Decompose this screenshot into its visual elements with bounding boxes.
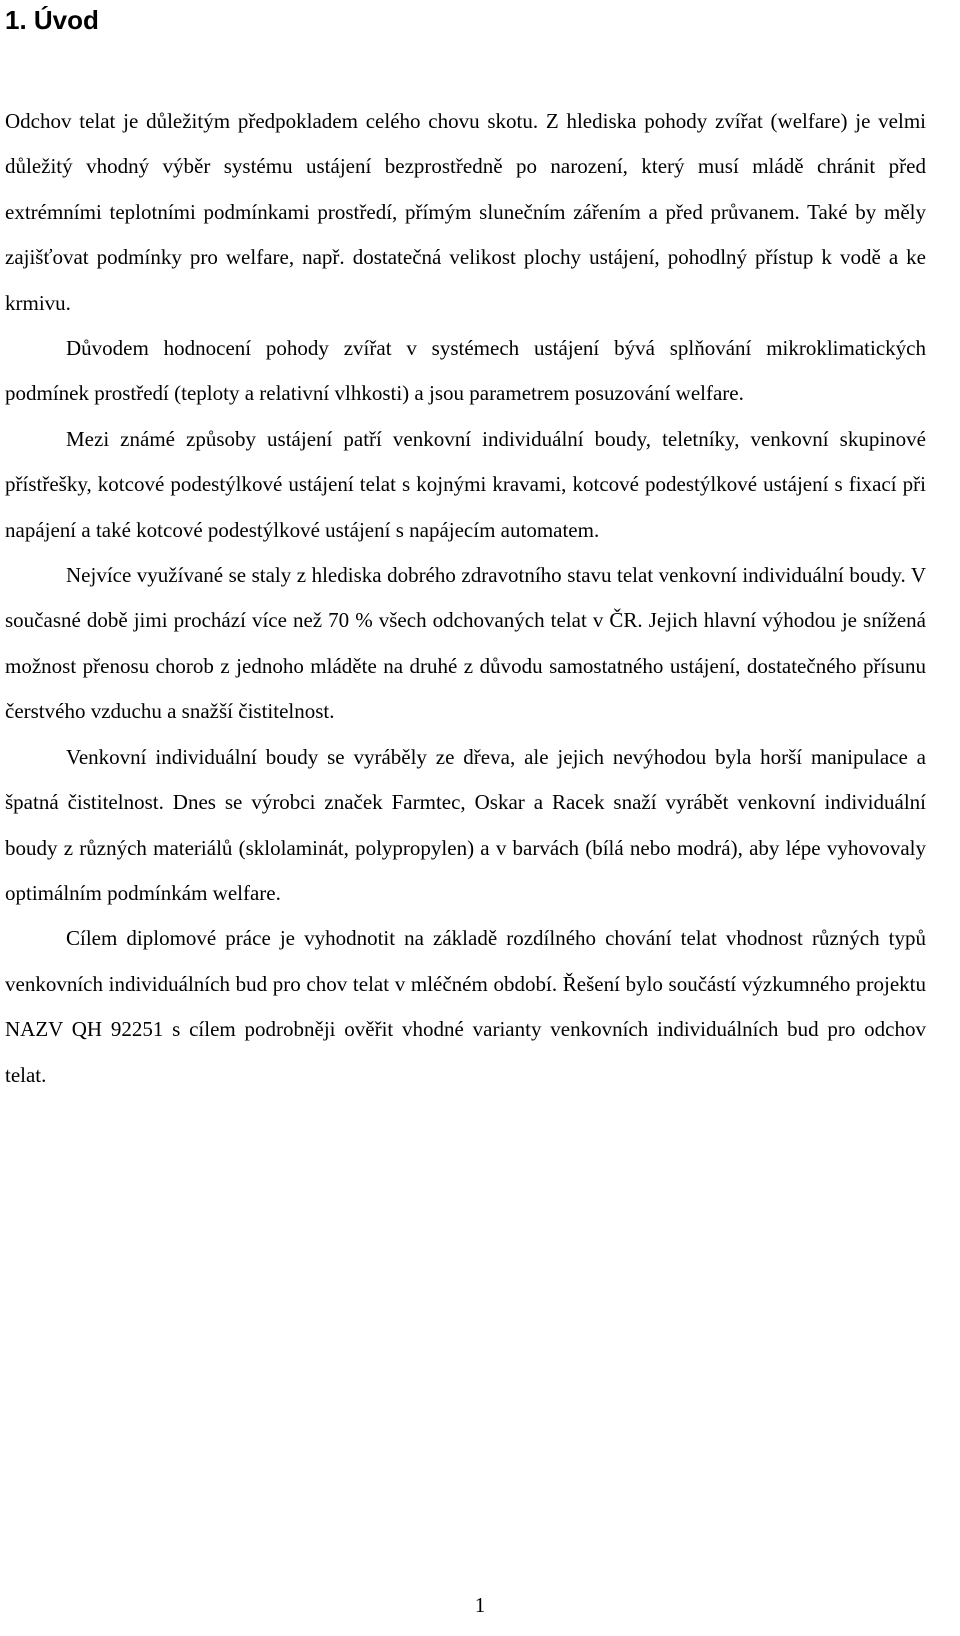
paragraph-hutch-materials: Venkovní individuální boudy se vyráběly ze dřeva, ale jejich nevýhodou byla horší manipulace a špatná čistitelnost. Dnes se výrobci značek Farmtec, Oskar a Racek snaží vyrábět venkovní individuální boudy z různých materiálů (sklolaminát, polypropylen) a v barvách (bílá nebo modrá), aby lépe vyhovovaly optimálním podmínkám welfare. xyxy=(5,744,926,905)
paragraph-welfare-assessment: Důvodem hodnocení pohody zvířat v systémech ustájení bývá splňování mikroklimatických podmínek prostředí (teploty a relativní vlhkosti) a jsou parametrem posuzování welfare. xyxy=(5,336,926,406)
paragraph-housing-methods: Mezi známé způsoby ustájení patří venkovní individuální boudy, teletníky, venkovní skupinové přístřešky, kotcové podestýlkové ustájení telat s kojnými kravami, kotcové podestýlkové ustájení s fixací při napájení a také kotcové podestýlkové ustájení s napájecím automatem. xyxy=(5,426,926,542)
paragraph-thesis-aim: Cílem diplomové práce je vyhodnotit na základě rozdílného chování telat vhodnost různých typů venkovních individuálních bud pro chov telat v mléčném období. Řešení bylo součástí výzkumného projektu NAZV QH 92251 s cílem podrobněji ověřit vhodné varianty venkovních individuálních bud pro odchov telat. xyxy=(5,926,926,1087)
body-text xyxy=(5,99,926,1098)
section-heading: 1. Úvod xyxy=(5,5,99,35)
paragraph-individual-hutches: Nejvíce využívané se staly z hlediska dobrého zdravotního stavu telat venkovní individuální boudy. V současné době jimi prochází více než 70 % všech odchovaných telat v ČR. Jejich hlavní výhodou je snížená možnost přenosu chorob z jednoho mláděte na druhé z důvodu samostatného ustájení, dostatečného přísunu čerstvého vzduchu a snažší čistitelnost. xyxy=(5,563,926,724)
paragraph-intro: Odchov telat je důležitým předpokladem celého chovu skotu. Z hlediska pohody zvířat (welfare) je velmi důležitý vhodný výběr systému ustájení bezprostředně po narození, který musí mládě chránit před extrémními teplotními podmínkami prostředí, přímým slunečním zářením a před průvanem. Také by měly zajišťovat podmínky pro welfare, např. dostatečná velikost plochy ustájení, pohodlný přístup k vodě a ke krmivu. xyxy=(5,109,926,315)
page-number: 1 xyxy=(474,1593,486,1617)
